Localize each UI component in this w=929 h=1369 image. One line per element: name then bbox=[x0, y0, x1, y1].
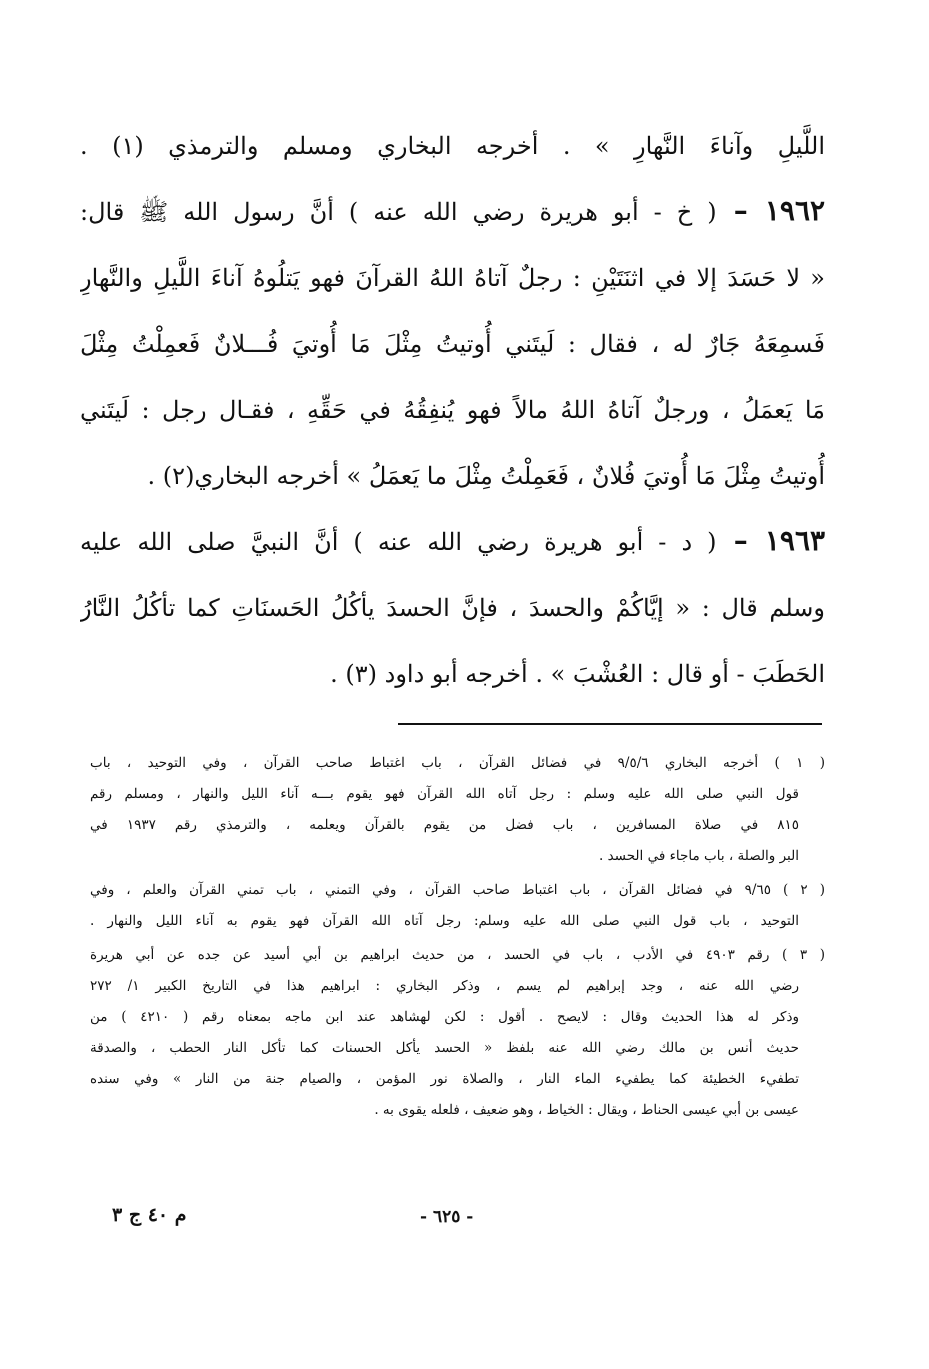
footnote-1-line-4: البر والصلة ، باب ماجاء في الحسد . bbox=[598, 848, 799, 864]
text-line-9: الحَطَبَ - أو قال : العُشْبَ » . أخرجه أبو داود (٣) . bbox=[330, 660, 825, 688]
footnote-1-line-2: قول النبي صلى الله عليه وسلم : رجل آتاه الله القرآن فهو يقوم بـــه آناء الليل والنهار ، ومسلم رقم bbox=[90, 786, 799, 802]
footnote-2-line-1: ( ٢ ) ٩/٦٥ في فضائل القرآن ، باب اغتباط صاحب القرآن ، وفي التمني ، باب تمني القرآن والعلم ، وفي bbox=[90, 882, 825, 898]
main-text bbox=[80, 112, 825, 706]
footnote-1-line-3: ٨١٥ في صلاة المسافرين ، باب فضل من يقوم بالقرآن ويعلمه ، والترمذي رقم ١٩٣٧ في bbox=[90, 817, 800, 833]
footnote-divider bbox=[398, 723, 822, 725]
text-line-1: اللَّيلِ وآناءَ النَّهارِ » . أخرجه البخاري ومسلم والترمذي (١) . bbox=[80, 132, 825, 160]
text-line-5: مَا يَعمَلُ ، ورجلٌ آتاهُ اللهُ مالاً فهو يُنفِقُهُ في حَقِّهِ ، فقـال رجل : لَيتَني bbox=[80, 396, 825, 424]
page-number: - ٦٢٥ - bbox=[420, 1207, 474, 1227]
footnote-3-line-3: وذكر له هذا الحديث وقال : لايصح . أقول : لكن لهشاهد عند ابن ماجه بمعناه رقم ( ٤٢١٠ ) من bbox=[90, 1009, 800, 1025]
footnote-1-line-1: ( ١ ) أخرجه البخاري ٩/٥/٦ في فضائل القرآن ، باب اغتباط صاحب القرآن ، وفي التوحيد ، باب bbox=[90, 755, 825, 771]
footnote-3-line-4: حديث أنس بن مالك رضي الله عنه بلفظ « الحسد يأكل الحسنات كما تأكل النار الحطب ، والصدقة bbox=[90, 1040, 799, 1056]
hadith-number: ١٩٦٣ – bbox=[716, 524, 825, 557]
hadith-1963-heading: ١٩٦٣ – ( د - أبو هريرة رضي الله عنه ) أنَّ النبيَّ صلى الله عليه bbox=[80, 524, 825, 557]
footnote-3-line-5: تطفيء الخطيئة كما يطفيء الماء النار ، والصلاة نور المؤمن ، والصيام جنة من النار » وفي سنده bbox=[90, 1071, 799, 1087]
footnote-3-line-2: رضي الله عنه ، وجد إبراهيم لم يسم ، وذكر البخاري : ابراهيم هذا في التاريخ الكبير ١/ ٢٧٢ bbox=[90, 978, 799, 994]
footnotes bbox=[90, 748, 825, 1126]
text-line-3: « لا حَسَدَ إلا في اثنَتَيْنِ : رجلٌ آتاهُ اللهُ القرآنَ فهو يَتلُوهُ آناءَ اللَّيلِ والنَّهارِ bbox=[80, 264, 825, 292]
hadith-1962-heading: ١٩٦٢ – ( خ - أبو هريرة رضي الله عنه ) أنَّ رسول الله ﷺ قال: bbox=[80, 194, 825, 227]
signature-mark: م ٤٠ ج ٣ bbox=[112, 1204, 187, 1226]
footnote-2-line-2: التوحيد ، باب قول النبي صلى الله عليه وسلم: رجل آتاه الله القرآن فهو يقوم به آناء الليل والنهار . bbox=[90, 913, 799, 929]
hadith-number: ١٩٦٢ – bbox=[716, 194, 825, 227]
text-line-4: فَسمِعَهُ جَارٌ له ، فقال : لَيتَني أُوتيتُ مِثْلَ مَا أُوتيَ فُـــلانٌ فَعمِلْتُ مِثْلَ bbox=[80, 330, 825, 358]
text-line-8: وسلم قال : « إيَّاكُمْ والحسدَ ، فإنَّ الحسدَ يأكُلُ الحَسنَاتِ كما تأكُلُ النَّارُ bbox=[80, 594, 825, 622]
footnote-3-line-1: ( ٣ ) رقم ٤٩٠٣ في الأدب ، باب في الحسد ، من حديث ابراهيم بن أبي أسيد عن جده عن أبي هريرة bbox=[90, 947, 825, 963]
footnote-3-line-6: عيسى بن أبي عيسى الحناط ، ويقال : الخياط ، وهو ضعيف ، فلعله يقوى به . bbox=[374, 1102, 799, 1118]
text-line-6: أُوتيتُ مِثْلَ مَا أُوتيَ فُلانٌ ، فَعَمِلْتُ مِثْلَ ما يَعمَلُ » أخرجه البخاري(٢) . bbox=[147, 462, 825, 490]
